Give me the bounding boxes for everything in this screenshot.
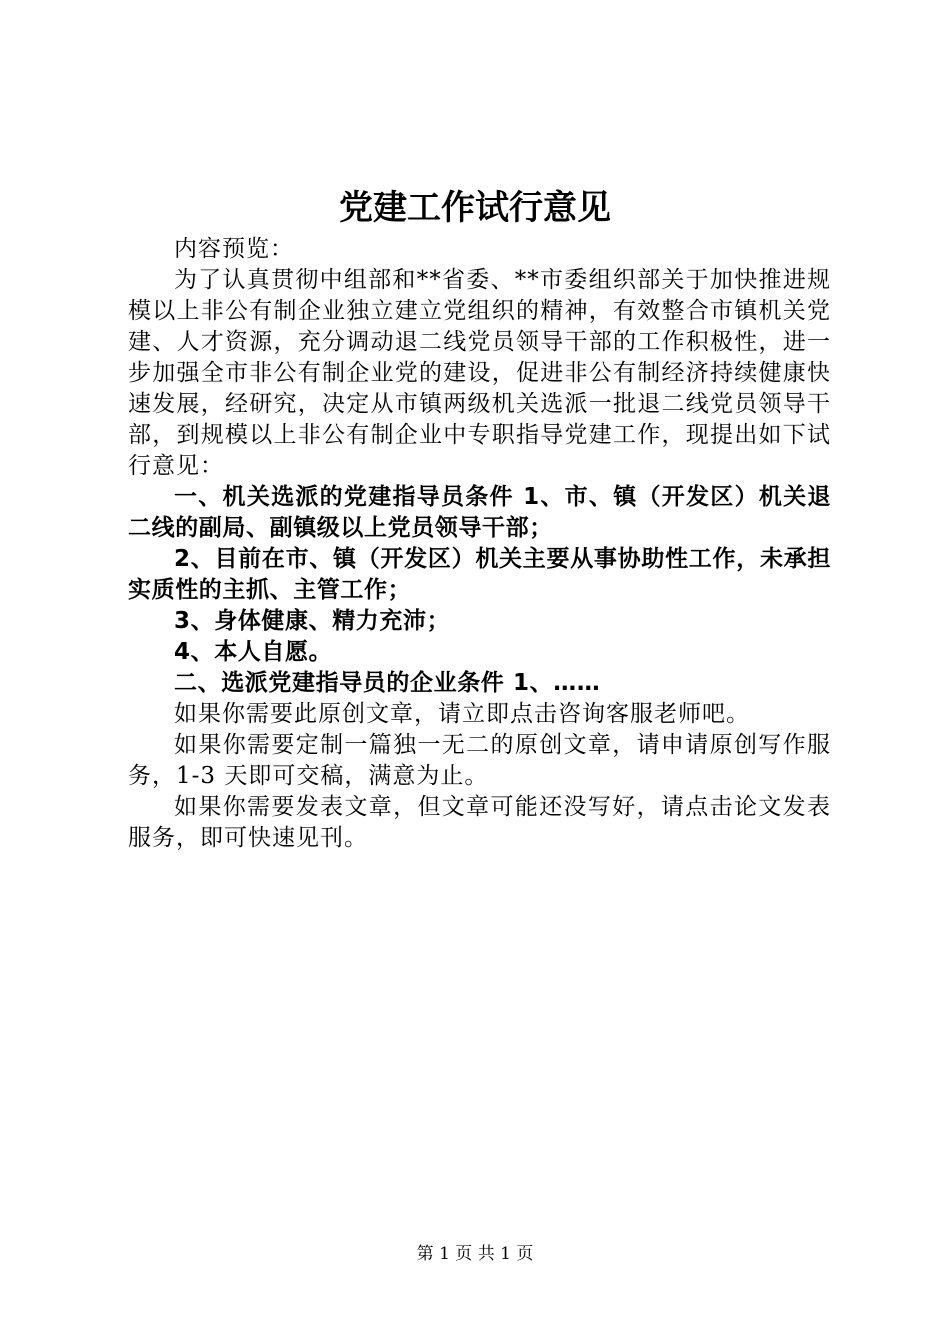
paragraph-section-two: 二、选派党建指导员的企业条件 1、…… bbox=[174, 670, 601, 696]
paragraph-item-2: 2、目前在市、镇（开发区）机关主要从事协助性工作，未承担实质性的主抓、主管工作； bbox=[128, 546, 831, 603]
paragraph-contact-service: 如果你需要此原创文章，请立即点击咨询客服老师吧。 bbox=[174, 701, 750, 727]
document-body bbox=[128, 234, 831, 854]
paragraph-intro: 为了认真贯彻中组部和**省委、**市委组织部关于加快推进规模以上非公有制企业独立建立党组织的精神，有效整合市镇机关党建、人才资源，充分调动退二线党员领导干部的工作积极性，进一步加强全市非公有制企业党的建设，促进非公有制经济持续健康快速发展，经研究，决定从市镇两级机关选派一批退二线党员领导干部，到规模以上非公有制企业中专职指导党建工作，现提出如下试行意见： bbox=[128, 267, 831, 479]
paragraph-custom-writing: 如果你需要定制一篇独一无二的原创文章，请申请原创写作服务，1-3 天即可交稿，满意为止。 bbox=[128, 732, 831, 789]
document-title: 党建工作试行意见 bbox=[339, 188, 611, 228]
paragraph-item-4: 4、本人自愿。 bbox=[174, 639, 333, 665]
paragraph-publishing: 如果你需要发表文章，但文章可能还没写好，请点击论文发表服务，即可快速见刊。 bbox=[128, 794, 831, 851]
page-number-footer: 第 1 页 共 1 页 bbox=[416, 1244, 534, 1264]
paragraph-preview-label: 内容预览： bbox=[174, 236, 294, 262]
paragraph-section-one: 一、机关选派的党建指导员条件 1、市、镇（开发区）机关退二线的副局、副镇级以上党员领导干部； bbox=[128, 484, 831, 541]
paragraph-item-3: 3、身体健康、精力充沛； bbox=[174, 608, 451, 634]
